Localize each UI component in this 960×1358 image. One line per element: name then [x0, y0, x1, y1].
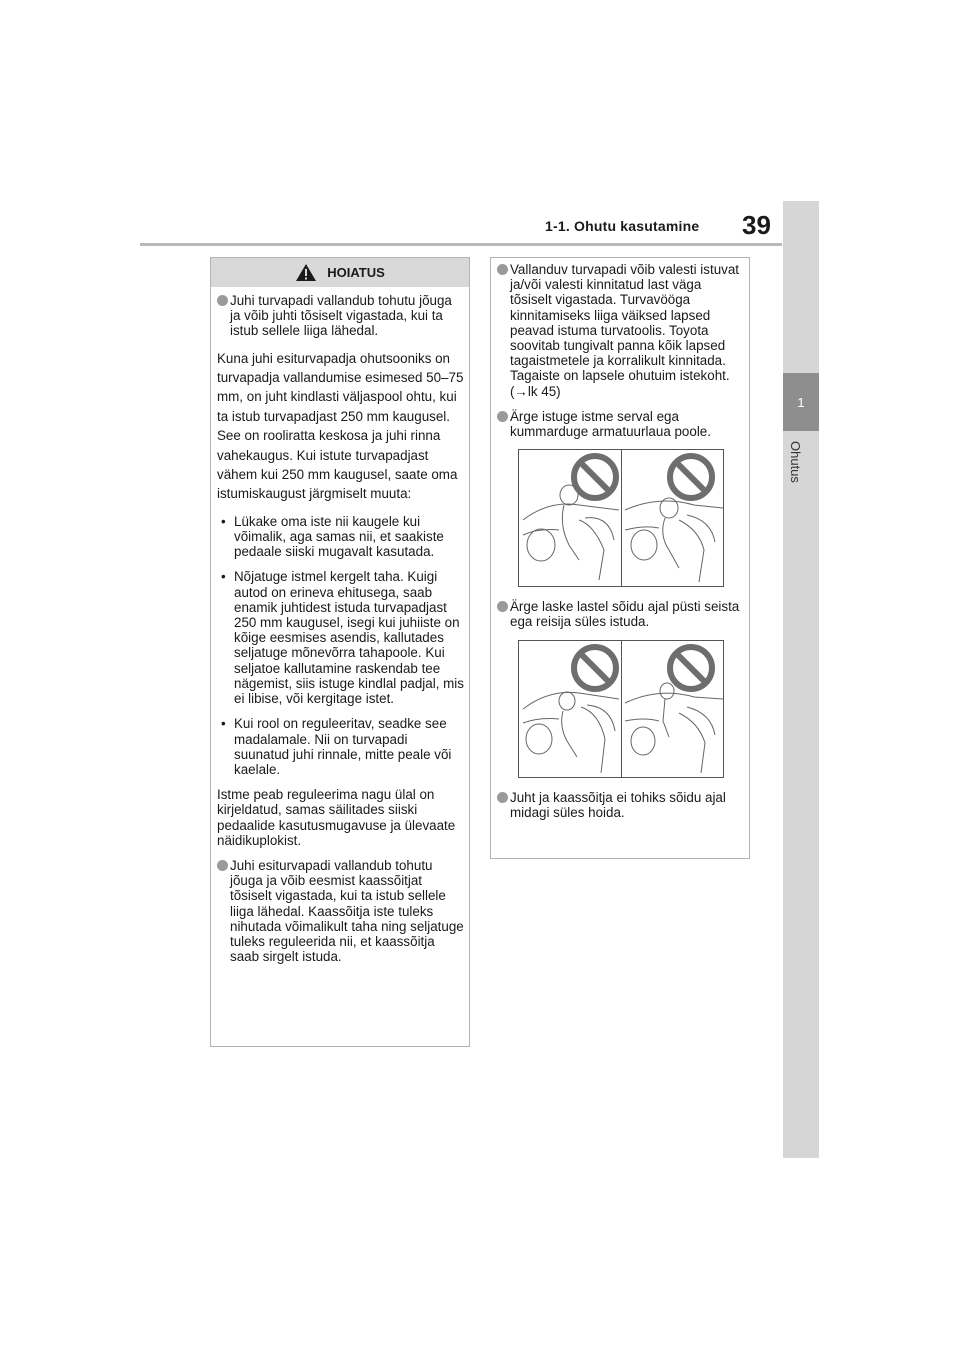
- bullet-dot-icon: [217, 295, 228, 306]
- bullet-dot-icon: [497, 411, 508, 422]
- prohibition-icon: [519, 641, 725, 779]
- bullet-dot-icon: [497, 792, 508, 803]
- warning-header: [211, 258, 469, 287]
- warning-content-continued: [491, 258, 749, 820]
- dash-mark: •: [221, 716, 226, 732]
- chapter-label: Ohutus: [788, 441, 803, 483]
- warning-box: [210, 257, 470, 1047]
- bullet-text: Juhi turvapadi vallandub tohutu jõuga ja võib juhti tõsiselt vigastada, kui ta istub sellele liiga lähedal.: [230, 293, 452, 339]
- prohibition-icon: [519, 450, 725, 588]
- chapter-number: 1: [797, 395, 805, 410]
- paragraph: Kuna juhi esiturvapadja ohutsooniks on turvapadja vallandumise esimesed 50–75 mm, on juht kindlasti väljaspool ohtu, kui ta istub turvapadjast 250 mm kaugusel. See on rooliratta keskosa ja juhi rinna vahekaugus. Kui istute turvapadjast vähem kui 250 mm kaugusel, saate oma istumiskaugust järgmiselt muuta:: [217, 350, 464, 502]
- chapter-number-box: [783, 373, 819, 431]
- warning-content: [211, 287, 469, 964]
- header-rule: [140, 243, 782, 246]
- bullet-dot-icon: [497, 601, 508, 612]
- page-number: 39: [742, 210, 771, 240]
- warning-box-continued: [490, 257, 750, 859]
- dash-text: Lükake oma iste nii kaugele kui võimalik, aga samas nii, et saakiste pedaale siiski mugavalt kasutada.: [234, 513, 444, 560]
- list-item: [497, 262, 745, 399]
- bullet-text: Vallanduv turvapadi võib valesti istuvat ja/või valesti kinnitatud last väga tõsiselt vigastada. Turvavööga kinnitamiseks liiga väiksed lapsed peavad istuma turvatoolis. Toyota soovitab tungivalt panna kõik lapsed tagaistmetele ja korralikult kinnitada. Tagaiste on lapsele ohutuim istekoht. (→lk 45): [510, 262, 740, 399]
- figure-divider: [621, 641, 622, 777]
- figure-divider: [621, 450, 622, 586]
- illustration-standing-child: [518, 640, 724, 778]
- bullet-dot-icon: [217, 860, 228, 871]
- dash-mark: •: [221, 513, 226, 529]
- paragraph: Istme peab reguleerima nagu ülal on kirjeldatud, samas säilitades siiski pedaalide kasutusmugavuse ja ülevaate näidikuplokist.: [217, 787, 456, 848]
- bullet-text: Ärge laske lastel sõidu ajal püsti seista ega reisija süles istuda.: [510, 599, 740, 630]
- dash-text: Kui rool on reguleeritav, seadke see madalamale. Nii on turvapadi suunatud juhi rinnale, mitte peale või kaelale.: [234, 716, 452, 777]
- section-title: 1-1. Ohutu kasutamine: [545, 218, 700, 234]
- dash-mark: •: [221, 569, 226, 585]
- list-item: [497, 599, 745, 629]
- bullet-text: Ärge istuge istme serval ega kummarduge armatuurlaua poole.: [510, 408, 711, 440]
- list-item: [217, 716, 465, 777]
- list-item: [497, 790, 745, 820]
- bullet-dot-icon: [497, 264, 508, 275]
- bullet-text: Juhi esiturvapadi vallandub tohutu jõuga ja võib eesmist kaassõitjat tõsiselt vigastada, kui ta istub sellele liiga lähedal. Kaassõitja iste tuleks nihutada võimalikult taha ning seljatuge tuleks reguleerida nii, et kaassõitja saab sirgelt istuda.: [230, 857, 464, 965]
- list-item: [217, 514, 465, 560]
- warning-triangle-icon: [295, 263, 317, 282]
- chapter-side-tab: [783, 201, 819, 1158]
- list-item: [217, 858, 465, 964]
- dash-text: Nõjatuge istmel kergelt taha. Kuigi autod on erineva ehitusega, saab enamik juhtidest istuda turvapadjast 250 mm kaugusel, isegi kui juhiiste on kõige eesmises asendis, kallutades seljatuge mõnevõrra tahapoole. Kui seljatoe kallutamine raskendab tee nägemist, siis istuge kindlal padjal, mis ei libise, või kergitage istet.: [234, 569, 464, 707]
- illustration-leaning-forward: [518, 449, 724, 587]
- list-item: [497, 409, 745, 439]
- bullet-text: Juht ja kaassõitja ei tohiks sõidu ajal midagi süles hoida.: [510, 789, 726, 820]
- list-item: [217, 293, 465, 339]
- list-item: [217, 569, 465, 706]
- warning-title: HOIATUS: [327, 265, 385, 280]
